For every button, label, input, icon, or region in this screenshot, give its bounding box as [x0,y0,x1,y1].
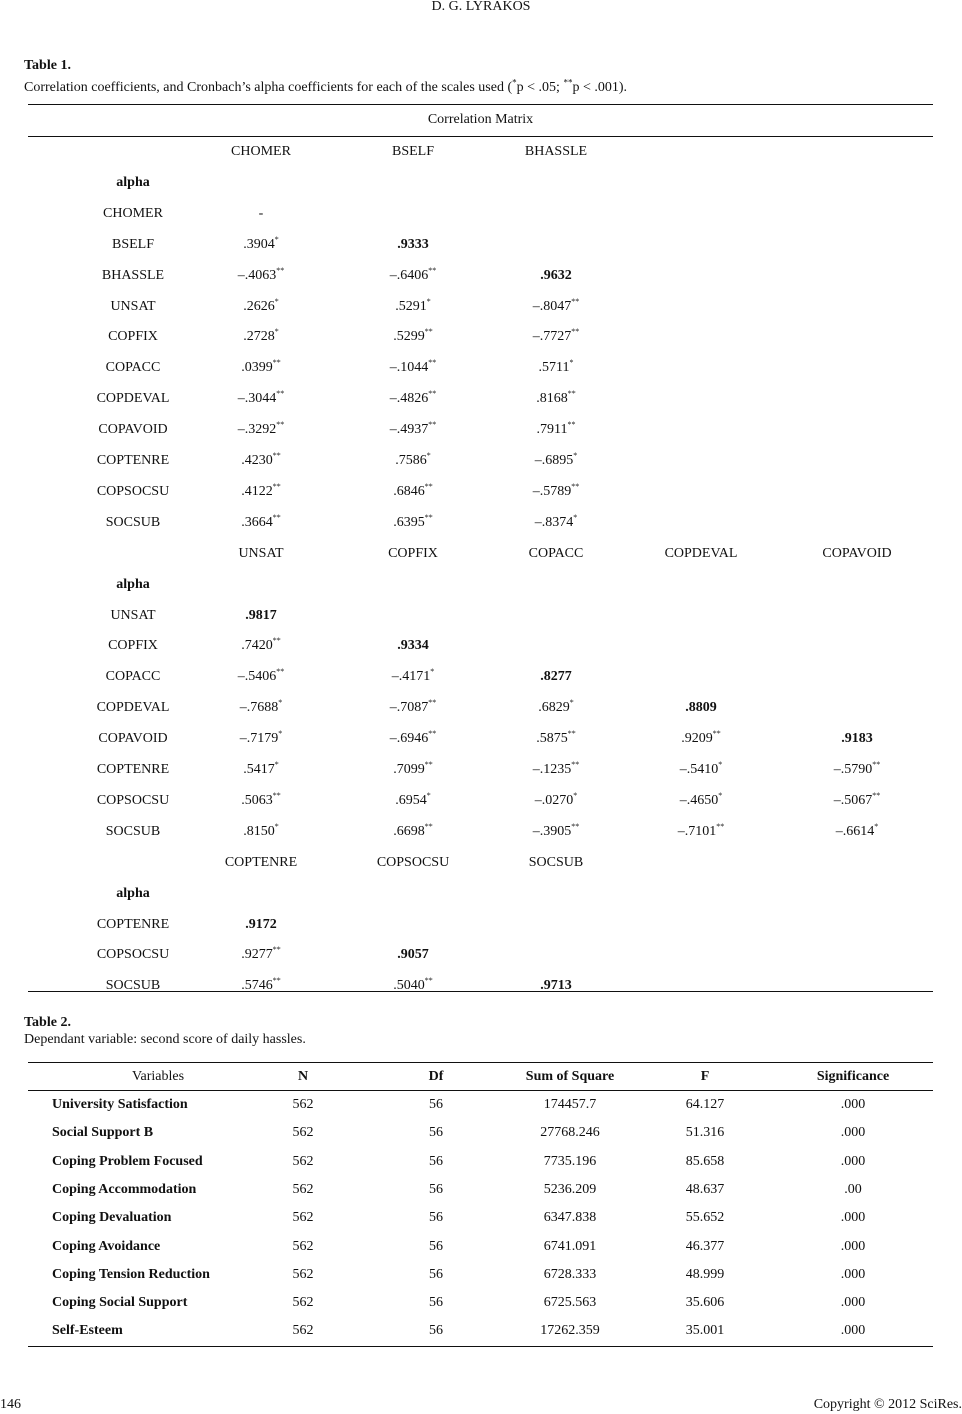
significance-marker: ** [571,327,580,337]
alpha-coefficient: .9817 [245,607,277,623]
column-header: BSELF [391,144,434,159]
correlation-cell: .3664** [241,512,281,530]
table2-header-rule [28,1090,933,1091]
significance-marker: * [718,790,723,800]
table2-cell: 6347.838 [543,1210,597,1226]
table2-cell: 55.652 [685,1210,725,1226]
matrix-row [28,760,933,780]
table2-cell: 562 [292,1323,314,1339]
table2-cell: 174457.7 [543,1097,597,1112]
row-label: COPACC [105,669,161,685]
column-header: BHASSLE [524,144,588,159]
column-header: COPACC [528,545,584,561]
table2-cell: 6741.091 [543,1238,597,1254]
correlation-cell: .6698** [393,821,433,839]
correlation-cell: .6829* [538,698,574,716]
table2-cell: 562 [292,1210,314,1226]
significance-marker: * [274,327,279,337]
row-label: UNSAT [110,607,156,623]
alpha-label: alpha [116,885,150,901]
column-header: CHOMER [231,144,291,159]
copyright: Copyright © 2012 SciRes. [813,1397,962,1412]
significance-marker: ** [428,420,437,430]
alpha-coefficient: .9172 [245,916,277,932]
column-header: SOCSUB [528,854,584,870]
significance-marker: ** [272,790,281,800]
alpha-coefficient: .9713 [540,978,572,994]
correlation-cell: –.4650* [679,790,723,808]
variable-name: Social Support B [52,1125,154,1141]
correlation-cell: –.5789** [532,481,580,499]
correlation-cell: –.3292** [237,420,285,438]
column-header: COPSOCSU [376,854,450,870]
correlation-cell: - [258,205,264,221]
table2-cell: 562 [292,1238,314,1254]
matrix-row [28,482,933,502]
table2-cell: .000 [840,1295,866,1311]
correlation-cell: –.4937** [389,420,437,438]
correlation-cell: .5299** [393,327,433,345]
alpha-coefficient: .9632 [540,267,572,283]
significance-marker: ** [567,729,576,739]
table2-cell: 56 [429,1295,443,1311]
correlation-cell: –.6406** [389,265,437,283]
correlation-cell: –.4063** [237,265,285,283]
row-label: COPSOCSU [96,483,170,499]
row-label: COPFIX [108,329,158,345]
significance-marker: ** [272,481,281,491]
significance-marker: * [573,790,578,800]
correlation-cell: .7420** [241,636,281,654]
correlation-cell: .2626* [243,296,279,314]
row-label: COPACC [105,360,161,376]
variable-name: University Satisfaction [52,1097,188,1112]
table2-cell: 562 [292,1266,314,1282]
correlation-cell: –.7727** [532,327,580,345]
significance-marker: ** [424,512,433,522]
significance-marker: ** [428,358,437,368]
significance-marker: ** [571,760,580,769]
significance-marker: ** [272,512,281,522]
significance-marker: * [718,760,723,769]
significance-marker: ** [424,976,433,986]
row-label: COPSOCSU [96,947,170,963]
alpha-coefficient: .9057 [397,947,429,963]
correlation-cell: .2728* [243,327,279,345]
table2-column-header: F [700,1069,710,1084]
table2-cell: 56 [429,1210,443,1226]
matrix-row [28,204,933,224]
row-label: COPTENRE [96,762,170,777]
matrix-row [28,606,933,626]
table2-cell: 7735.196 [543,1153,597,1169]
alpha-coefficient: .9334 [397,638,429,654]
row-label: COPAVOID [98,422,168,438]
correlation-cell: .0399** [241,358,281,376]
correlation-cell: –.7101** [677,821,725,839]
significance-marker: ** [424,821,433,831]
matrix-row [28,667,933,687]
row-label: UNSAT [110,298,156,314]
correlation-cell: .3904* [243,234,279,252]
significance-marker: ** [272,358,281,368]
significance-marker: ** [567,420,576,430]
matrix-row [28,420,933,440]
correlation-cell: –.3905** [532,821,580,839]
variable-name: Coping Social Support [52,1295,188,1311]
table2-caption [24,1014,306,1048]
column-header: COPFIX [388,545,438,561]
matrix-row [28,791,933,811]
correlation-cell: –.1044** [389,358,437,376]
significance-marker: ** [276,667,285,677]
variable-name: Coping Tension Reduction [52,1266,210,1282]
significance-marker: * [426,790,431,800]
row-label: SOCSUB [105,823,161,839]
table2-cell: .000 [840,1238,866,1254]
column-header: UNSAT [238,545,284,561]
table1-caption [24,57,627,96]
running-head: D. G. LYRAKOS [431,0,531,14]
matrix-header-row [28,544,933,564]
correlation-cell: .9277** [241,945,281,963]
correlation-cell: –.1235** [532,760,580,777]
significance-marker: ** [272,945,281,955]
correlation-cell: –.8374* [534,512,578,530]
alpha-label: alpha [116,576,150,592]
table2-cell: .000 [840,1153,866,1169]
significance-marker: ** [872,790,881,800]
correlation-cell: .6846** [393,481,433,499]
table2-row [28,1321,933,1341]
correlation-cell: .7911** [536,420,576,438]
table2-row [28,1237,933,1257]
significance-marker: * [278,698,283,708]
row-label: COPFIX [108,638,158,654]
table2-cell: 562 [292,1295,314,1311]
table2-cell: .000 [840,1097,866,1112]
table2-cell: 27768.246 [540,1125,600,1141]
variable-name: Coping Accommodation [52,1181,197,1197]
correlation-cell: .5063** [241,790,281,808]
table2-cell: 562 [292,1125,314,1141]
table2-cell: .000 [840,1266,866,1282]
correlation-cell: .5711* [538,358,574,376]
table2-cell: 56 [429,1125,443,1141]
matrix-row [28,976,933,996]
correlation-cell: –.7179* [239,729,283,747]
table1-label: Table 1. [24,58,71,73]
matrix-row [28,945,933,965]
table2-row [28,1123,933,1143]
correlation-cell: –.0270* [534,790,578,808]
table2-cell: 56 [429,1181,443,1197]
table2-cell: 5236.209 [543,1181,597,1197]
significance-marker: * [274,296,279,306]
row-label: COPDEVAL [96,391,170,407]
correlation-cell: –.6895* [534,451,578,468]
alpha-row [28,884,933,904]
table2-row [28,1265,933,1285]
table2-cell: .000 [840,1210,866,1226]
significance-marker: ** [276,265,285,275]
correlation-cell: .5291* [395,296,431,314]
significance-marker: * [874,821,879,831]
significance-marker: * [274,234,279,244]
matrix-row [28,451,933,471]
table2-cell: 56 [429,1238,443,1254]
table2-cell: 562 [292,1153,314,1169]
alpha-coefficient: .8809 [685,700,717,716]
table2-header-row [28,1067,933,1087]
correlation-cell: –.7087** [389,698,437,716]
correlation-cell: .9209** [681,729,721,747]
significance-marker: ** [567,389,576,399]
row-label: SOCSUB [105,978,161,994]
table2-cell: 56 [429,1097,443,1112]
correlation-cell: .6395** [393,512,433,530]
correlation-cell: .4230** [241,451,281,468]
significance-marker: ** [716,821,725,831]
table2-cell: 35.001 [685,1323,725,1339]
alpha-label: alpha [116,174,150,190]
significance-marker: ** [571,296,580,306]
table2-cell: 64.127 [685,1097,725,1112]
table2-cell: 17262.359 [540,1323,600,1339]
significance-marker: * [426,451,431,460]
significance-marker: ** [428,729,437,739]
table2-row [28,1208,933,1228]
table2-row [28,1095,933,1115]
significance-marker: * [569,358,574,368]
alpha-coefficient: .9333 [397,236,429,252]
table2-cell: .00 [844,1181,862,1197]
matrix-row [28,513,933,533]
matrix-row [28,915,933,935]
matrix-title: Correlation Matrix [427,112,534,127]
correlation-cell: –.5790** [833,760,881,777]
row-label: COPAVOID [98,731,168,747]
correlation-cell: –.4171* [391,667,435,685]
correlation-cell: –.5067** [833,790,881,808]
table-header-rule [28,136,933,137]
significance-marker: ** [428,265,437,275]
variable-name: Self-Esteem [52,1323,123,1339]
table2-column-header: Df [428,1069,444,1084]
matrix-row [28,636,933,656]
significance-marker: ** [571,821,580,831]
significance-marker: ** [272,976,281,986]
correlation-cell: .7586* [395,451,431,468]
significance-marker: * [569,698,574,708]
table2-cell: 48.999 [685,1266,725,1282]
correlation-cell: –.3044** [237,389,285,407]
correlation-cell: .5875** [536,729,576,747]
table2-row [28,1152,933,1172]
significance-marker: ** [424,481,433,491]
row-label: SOCSUB [105,514,161,530]
row-label: COPTENRE [96,916,170,932]
correlation-cell: –.6946** [389,729,437,747]
correlation-cell: .8150* [243,821,279,839]
table1-caption-text: Correlation coefficients, and Cronbach’s alpha coefficients for each of the scales used (*p < .05; **p < .001). [24,77,627,95]
table2-top-rule [28,1062,933,1063]
matrix-row [28,327,933,347]
row-label: COPSOCSU [96,792,170,808]
table2-column-header: Sum of Square [525,1069,615,1084]
correlation-cell: –.5410* [679,760,723,777]
row-label: BHASSLE [101,267,165,283]
significance-marker: ** [272,636,281,646]
significance-marker: ** [428,389,437,399]
alpha-coefficient: .9183 [841,731,873,747]
table2-cell: 6728.333 [543,1266,597,1282]
table2-cell: 562 [292,1097,314,1112]
correlation-cell: –.6614* [835,821,879,839]
matrix-header-row [28,853,933,873]
correlation-cell: –.5406** [237,667,285,685]
significance-marker: ** [712,729,721,739]
table2-cell: 48.637 [685,1181,725,1197]
table2-cell: 85.658 [685,1153,725,1169]
significance-marker: ** [272,451,281,460]
significance-marker: ** [571,481,580,491]
correlation-cell: .4122** [241,481,281,499]
variable-name: Coping Devaluation [52,1210,172,1226]
row-label: COPDEVAL [96,700,170,716]
significance-marker: * [274,760,279,769]
table2-row [28,1293,933,1313]
table2-cell: 56 [429,1153,443,1169]
correlation-cell: .7099** [393,760,433,777]
matrix-row [28,389,933,409]
page-number: 146 [0,1397,21,1412]
alpha-coefficient: .8277 [540,669,572,685]
matrix-row [28,358,933,378]
matrix-header-row [28,142,933,162]
correlation-cell: .5417* [243,760,279,777]
column-header: COPDEVAL [664,545,738,561]
significance-marker: * [274,821,279,831]
table2-caption-text: Dependant variable: second score of daily hassles. [24,1032,306,1047]
correlation-cell: –.7688* [239,698,283,716]
column-header: COPAVOID [822,545,892,561]
table2-cell: .000 [840,1125,866,1141]
table2-column-header: N [297,1069,309,1084]
table-top-rule [28,104,933,105]
matrix-row [28,235,933,255]
correlation-cell: .5040** [393,976,433,994]
alpha-row [28,173,933,193]
row-label: BSELF [111,236,154,252]
significance-marker: ** [276,389,285,399]
variable-name: Coping Problem Focused [52,1153,203,1169]
significance-marker: * [573,512,578,522]
table2-cell: 56 [429,1266,443,1282]
matrix-row [28,822,933,842]
significance-marker: ** [424,760,433,769]
significance-marker: * [278,729,283,739]
significance-marker: ** [428,698,437,708]
variable-name: Coping Avoidance [52,1238,161,1254]
correlation-cell: .6954* [395,790,431,808]
correlation-cell: .8168** [536,389,576,407]
significance-marker: ** [872,760,881,769]
table2-bottom-rule [28,1346,933,1347]
table2-cell: 56 [429,1323,443,1339]
table2-cell: 562 [292,1181,314,1197]
significance-marker: ** [276,420,285,430]
column-header: COPTENRE [224,854,298,870]
correlation-cell: .5746** [241,976,281,994]
table2-cell: 46.377 [685,1238,725,1254]
significance-marker: * [430,667,435,677]
matrix-row [28,297,933,317]
correlation-cell: –.4826** [389,389,437,407]
table2-row [28,1180,933,1200]
matrix-row [28,729,933,749]
correlation-cell: –.8047** [532,296,580,314]
table2-column-header: Significance [816,1069,890,1084]
table2-cell: 51.316 [685,1125,725,1141]
matrix-row [28,266,933,286]
table2-cell: 35.606 [685,1295,725,1311]
matrix-row [28,698,933,718]
table2-cell: .000 [840,1323,866,1339]
significance-marker: * [573,451,578,460]
table2-label: Table 2. [24,1015,71,1030]
table2-column-header: Variables [131,1069,185,1084]
significance-marker: ** [424,327,433,337]
row-label: COPTENRE [96,453,170,468]
table2-cell: 6725.563 [543,1295,597,1311]
row-label: CHOMER [103,205,163,221]
significance-marker: * [426,296,431,306]
alpha-row [28,575,933,595]
